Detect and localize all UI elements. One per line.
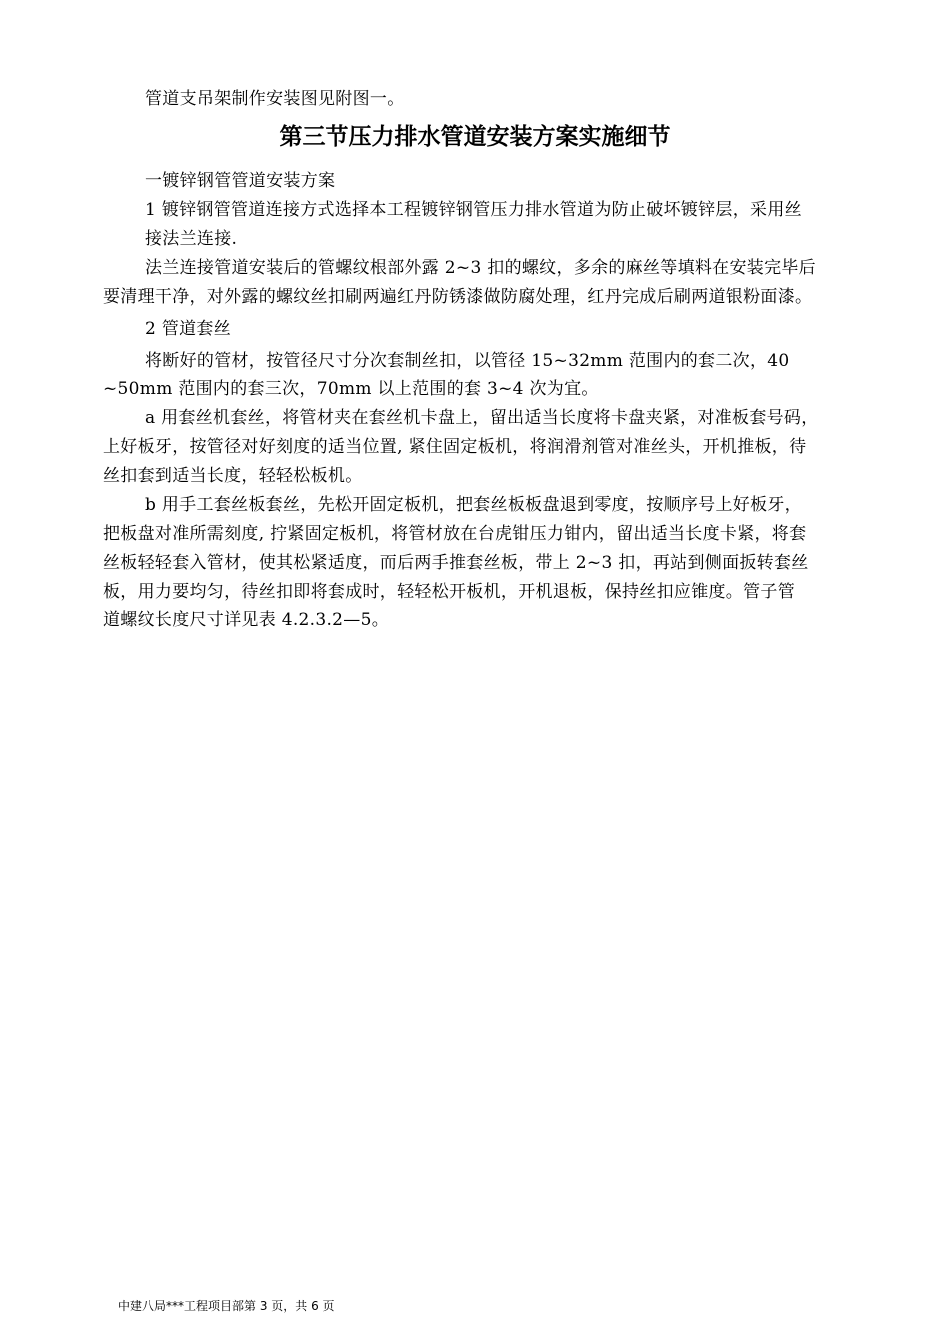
flange-para-line-2: 要清理干净，对外露的螺纹丝扣刷两遍红丹防锈漆做防腐处理，红丹完成后刷两道银粉面漆。 (103, 287, 813, 307)
item2-title: 2 管道套丝 (145, 319, 232, 339)
item1-line-2: 接法兰连接. (145, 229, 238, 249)
section-title: 第三节压力排水管道安装方案实施细节 (279, 124, 671, 150)
para-b-line-2: 把板盘对准所需刻度, 拧紧固定板机，将管材放在台虎钳压力钳内，留出适当长度卡紧，将套 (103, 524, 807, 544)
para-a-line-1: a 用套丝机套丝，将管材夹在套丝机卡盘上，留出适当长度将卡盘夹紧，对准板套号码， (145, 408, 819, 428)
subsection-title: 一镀锌钢管管道安装方案 (145, 171, 336, 191)
page-footer: 中建八局***工程项目部第 3 页，共 6 页 (118, 1299, 335, 1313)
flange-para-line-1: 法兰连接管道安装后的管螺纹根部外露 2~3 扣的螺纹，多余的麻丝等填料在安装完毕后 (145, 258, 816, 278)
para-a-line-2: 上好板牙，按管径对好刻度的适当位置, 紧住固定板机，将润滑剂管对准丝头，开机推板，待 (103, 437, 807, 457)
para-b-line-4: 板，用力要均匀，待丝扣即将套成时，轻轻松开板机，开机退板，保持丝扣应锥度。管子管 (103, 582, 795, 602)
para-b-line-3: 丝板轻轻套入管材，使其松紧适度，而后两手推套丝板，带上 2~3 扣，再站到侧面扳转套丝 (103, 553, 809, 573)
para-b-line-5: 道螺纹长度尺寸详见表 4.2.3.2—5。 (103, 610, 389, 630)
para-a-line-3: 丝扣套到适当长度，轻轻松板机。 (103, 466, 363, 486)
intro-line: 管道支吊架制作安装图见附图一。 (145, 89, 405, 109)
cut-para-line-2: ~50mm 范围内的套三次，70mm 以上范围的套 3~4 次为宜。 (103, 379, 599, 399)
cut-para-line-1: 将断好的管材，按管径尺寸分次套制丝扣，以管径 15~32mm 范围内的套二次，40 (145, 351, 790, 371)
item1-line-1: 1 镀锌钢管管道连接方式选择本工程镀锌钢管压力排水管道为防止破坏镀锌层，采用丝 (145, 200, 802, 220)
para-b-line-1: b 用手工套丝板套丝，先松开固定板机，把套丝板板盘退到零度，按顺序号上好板牙， (145, 495, 802, 515)
